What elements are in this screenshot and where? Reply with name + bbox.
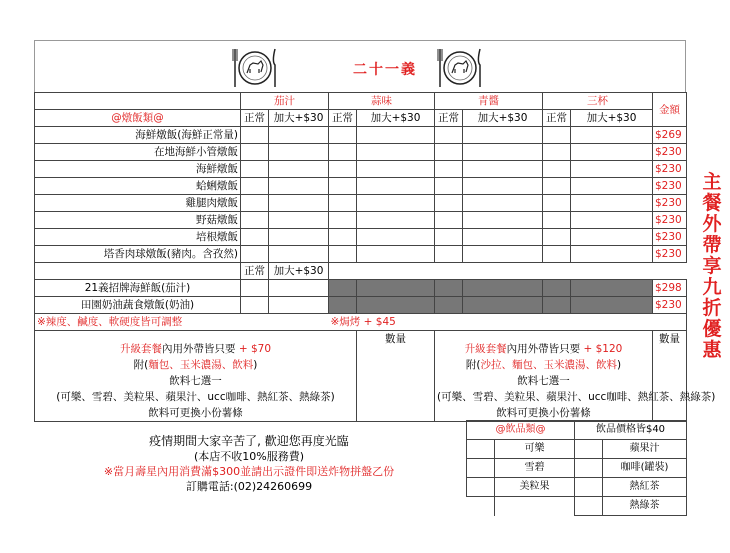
item-price: $230	[653, 144, 687, 161]
set-b-includes: 附(	[465, 359, 481, 371]
set-a-includes: 附(	[133, 359, 149, 371]
qty-cell[interactable]	[543, 144, 571, 161]
unavailable-cell	[463, 280, 543, 297]
item-name: 野菇燉飯	[35, 212, 241, 229]
header-blank	[35, 93, 241, 110]
bake-note: ※焗烤 + $45	[329, 314, 687, 331]
qty-cell[interactable]	[357, 246, 435, 263]
unavailable-cell	[543, 297, 571, 314]
large-label: 加大+$30	[357, 110, 435, 127]
group-garlic: 蒜味	[329, 93, 435, 110]
regular-label: 正常	[435, 110, 463, 127]
takeout-discount-promo: 主餐外帶享九折優惠	[702, 171, 722, 361]
set-b-text: 內用外帶皆只要	[506, 343, 581, 355]
qty-label: 數量	[385, 333, 406, 345]
unavailable-cell	[329, 280, 357, 297]
large-label: 加大+$30	[269, 263, 329, 280]
qty-cell[interactable]	[357, 161, 435, 178]
set-a-drink-choice: 飲料七選一	[169, 375, 222, 387]
item-name: 雞腿肉燉飯	[35, 195, 241, 212]
qty-cell[interactable]	[467, 440, 495, 459]
qty-cell[interactable]	[241, 144, 269, 161]
set-b-drink-choice: 飲料七選一	[517, 375, 570, 387]
qty-cell[interactable]	[329, 229, 357, 246]
qty-cell[interactable]	[463, 178, 543, 195]
qty-cell[interactable]	[329, 127, 357, 144]
regular-label: 正常	[241, 110, 269, 127]
qty-cell[interactable]	[269, 212, 329, 229]
set-a-text: 內用外帶皆只要	[161, 343, 236, 355]
drinks-table	[466, 420, 687, 516]
drink-item: 可樂	[495, 440, 575, 459]
qty-cell[interactable]	[543, 178, 571, 195]
drink-item: 熱綠茶	[603, 497, 687, 516]
qty-cell[interactable]	[543, 195, 571, 212]
qty-cell[interactable]	[543, 229, 571, 246]
drink-item: 咖啡(罐裝)	[603, 459, 687, 478]
table-row	[467, 459, 687, 478]
qty-cell[interactable]	[463, 229, 543, 246]
table-row	[35, 144, 687, 161]
qty-cell[interactable]	[575, 478, 603, 497]
qty-cell[interactable]	[269, 144, 329, 161]
unavailable-cell	[435, 280, 463, 297]
qty-cell[interactable]	[329, 195, 357, 212]
qty-cell[interactable]	[435, 246, 463, 263]
qty-cell[interactable]	[571, 229, 653, 246]
qty-cell[interactable]	[269, 178, 329, 195]
table-row	[35, 178, 687, 195]
plate-cutlery-logo-icon	[230, 45, 280, 91]
table-row	[35, 127, 687, 144]
set-meal-a	[35, 331, 357, 422]
qty-cell[interactable]	[575, 497, 603, 516]
item-name: 海鮮燉飯	[35, 161, 241, 178]
qty-cell[interactable]	[357, 229, 435, 246]
unavailable-cell	[571, 297, 653, 314]
set-a-label: 升級套餐	[119, 343, 162, 355]
drink-item: 美粒果	[495, 478, 575, 497]
qty-cell[interactable]	[463, 212, 543, 229]
qty-cell[interactable]	[357, 144, 435, 161]
item-name: 塔香肉球燉飯(豬肉。含孜然)	[35, 246, 241, 263]
regular-label: 正常	[543, 110, 571, 127]
qty-cell[interactable]	[435, 127, 463, 144]
plate-cutlery-logo-icon	[435, 45, 485, 91]
qty-cell[interactable]	[543, 161, 571, 178]
qty-cell[interactable]	[269, 195, 329, 212]
group-tomato: 茄汁	[241, 93, 329, 110]
qty-cell[interactable]	[241, 195, 269, 212]
qty-cell[interactable]	[269, 246, 329, 263]
blank-cell	[467, 497, 495, 516]
set-a-includes-items: 麵包、玉米濃湯、飲料	[148, 359, 254, 371]
qty-cell[interactable]	[241, 161, 269, 178]
qty-cell[interactable]	[543, 127, 571, 144]
amount-header: 金額	[653, 93, 687, 127]
qty-cell[interactable]	[463, 161, 543, 178]
qty-cell[interactable]	[357, 195, 435, 212]
qty-cell[interactable]	[575, 459, 603, 478]
adjust-note: ※辣度、鹹度、軟硬度皆可調整	[35, 314, 329, 331]
qty-cell[interactable]	[269, 280, 329, 297]
qty-cell[interactable]	[329, 246, 357, 263]
bottom-section	[34, 420, 686, 516]
qty-cell[interactable]	[241, 127, 269, 144]
set-b-includes-items: 沙拉、麵包、玉米濃湯、飲料	[480, 359, 617, 371]
qty-cell[interactable]	[571, 144, 653, 161]
drink-item: 雪碧	[495, 459, 575, 478]
qty-cell[interactable]	[463, 195, 543, 212]
qty-cell[interactable]	[241, 246, 269, 263]
unavailable-cell	[329, 297, 357, 314]
qty-cell[interactable]	[543, 212, 571, 229]
notice-welcome: 疫情期間大家辛苦了, 歡迎您再度光臨	[149, 434, 349, 448]
item-price: $230	[653, 212, 687, 229]
item-name: 在地海鮮小管燉飯	[35, 144, 241, 161]
qty-cell[interactable]	[241, 212, 269, 229]
qty-cell[interactable]	[269, 127, 329, 144]
item-price: $230	[653, 195, 687, 212]
qty-cell[interactable]	[269, 229, 329, 246]
qty-cell[interactable]	[269, 297, 329, 314]
qty-cell[interactable]	[575, 440, 603, 459]
table-row	[35, 246, 687, 263]
unavailable-cell	[543, 280, 571, 297]
item-name: 海鮮燉飯(海鮮正常量)	[35, 127, 241, 144]
special-item-name: 21義招牌海鮮飯(茄汁)	[35, 280, 241, 297]
table-row	[35, 195, 687, 212]
drink-item: 熱紅茶	[603, 478, 687, 497]
item-name: 培根燉飯	[35, 229, 241, 246]
qty-cell[interactable]	[435, 229, 463, 246]
qty-cell[interactable]	[435, 212, 463, 229]
qty-cell[interactable]	[463, 246, 543, 263]
qty-cell[interactable]	[329, 144, 357, 161]
qty-cell[interactable]	[435, 178, 463, 195]
set-b-label: 升級套餐	[464, 343, 507, 355]
group-pesto: 青醬	[435, 93, 543, 110]
qty-cell[interactable]	[241, 297, 269, 314]
qty-cell[interactable]	[241, 178, 269, 195]
set-a-drink-list: (可樂、雪碧、美粒果、蘋果汁、ucc咖啡、熱紅茶、熱綠茶)	[56, 391, 335, 403]
blank-cell	[495, 497, 575, 516]
set-a-includes-end: )	[253, 359, 258, 371]
drinks-price-note: 飲品價格皆$40	[575, 421, 687, 440]
set-a-fries-note: 飲料可更換小份薯條	[148, 407, 243, 419]
regular-label: 正常	[241, 263, 269, 280]
qty-cell[interactable]	[571, 178, 653, 195]
item-price: $230	[653, 246, 687, 263]
qty-cell[interactable]	[357, 212, 435, 229]
item-name: 蛤蜊燉飯	[35, 178, 241, 195]
special-header-blank	[35, 263, 241, 280]
notice-phone: 訂購電話:(02)24260699	[185, 480, 313, 493]
set-b-fries-note: 飲料可更換小份薯條	[496, 407, 591, 419]
qty-cell[interactable]	[571, 127, 653, 144]
drink-item: 蘋果汁	[603, 440, 687, 459]
large-label: 加大+$30	[269, 110, 329, 127]
store-notice	[34, 420, 464, 494]
category-header: @燉飯類@	[35, 110, 241, 127]
table-row	[35, 212, 687, 229]
notice-service-fee: (本店不收10%服務費)	[193, 450, 305, 463]
qty-cell[interactable]	[241, 229, 269, 246]
special-item-name: 田園奶油蔬食燉飯(奶油)	[35, 297, 241, 314]
qty-cell[interactable]	[357, 127, 435, 144]
item-price: $230	[653, 161, 687, 178]
qty-cell[interactable]	[571, 161, 653, 178]
qty-cell[interactable]	[329, 178, 357, 195]
qty-cell[interactable]	[571, 212, 653, 229]
qty-cell[interactable]	[467, 478, 495, 497]
qty-cell[interactable]	[269, 161, 329, 178]
table-row	[35, 280, 687, 297]
group-three-cup: 三杯	[543, 93, 653, 110]
item-price: $230	[653, 229, 687, 246]
table-row	[467, 497, 687, 516]
unavailable-cell	[571, 280, 653, 297]
item-price: $230	[653, 297, 687, 314]
unavailable-cell	[435, 297, 463, 314]
qty-cell[interactable]	[467, 459, 495, 478]
item-price: $230	[653, 178, 687, 195]
unavailable-cell	[357, 297, 435, 314]
qty-cell[interactable]	[357, 178, 435, 195]
qty-cell[interactable]	[435, 195, 463, 212]
item-price: $298	[653, 280, 687, 297]
set-a-price: + $70	[235, 343, 271, 355]
large-label: 加大+$30	[463, 110, 543, 127]
qty-cell[interactable]	[463, 127, 543, 144]
set-b-drink-list: (可樂、雪碧、美粒果、蘋果汁、ucc咖啡、熱紅茶、熱綠茶)	[437, 391, 716, 403]
drinks-header: @飲品類@	[467, 421, 575, 440]
special-header-blank	[329, 263, 687, 280]
qty-cell[interactable]	[571, 246, 653, 263]
regular-label: 正常	[329, 110, 357, 127]
set-a-qty-header[interactable]	[357, 331, 435, 422]
table-row	[35, 161, 687, 178]
menu-header	[34, 40, 686, 92]
unavailable-cell	[463, 297, 543, 314]
notice-birthday: ※當月壽星內用消費滿$300並請出示證件即送炸物拼盤乙份	[103, 465, 395, 478]
qty-label: 數量	[659, 333, 680, 345]
qty-cell[interactable]	[329, 161, 357, 178]
table-row	[35, 229, 687, 246]
table-row	[467, 478, 687, 497]
qty-cell[interactable]	[435, 161, 463, 178]
qty-cell[interactable]	[543, 246, 571, 263]
item-price: $269	[653, 127, 687, 144]
qty-cell[interactable]	[571, 195, 653, 212]
unavailable-cell	[357, 280, 435, 297]
set-b-includes-end: )	[617, 359, 622, 371]
qty-cell[interactable]	[435, 144, 463, 161]
qty-cell[interactable]	[329, 212, 357, 229]
table-row	[467, 440, 687, 459]
set-b-price: + $120	[580, 343, 623, 355]
qty-cell[interactable]	[463, 144, 543, 161]
large-label: 加大+$30	[571, 110, 653, 127]
qty-cell[interactable]	[241, 280, 269, 297]
table-row	[35, 297, 687, 314]
restaurant-title: 二十一義	[353, 62, 417, 78]
set-b-qty-header[interactable]	[653, 331, 687, 422]
